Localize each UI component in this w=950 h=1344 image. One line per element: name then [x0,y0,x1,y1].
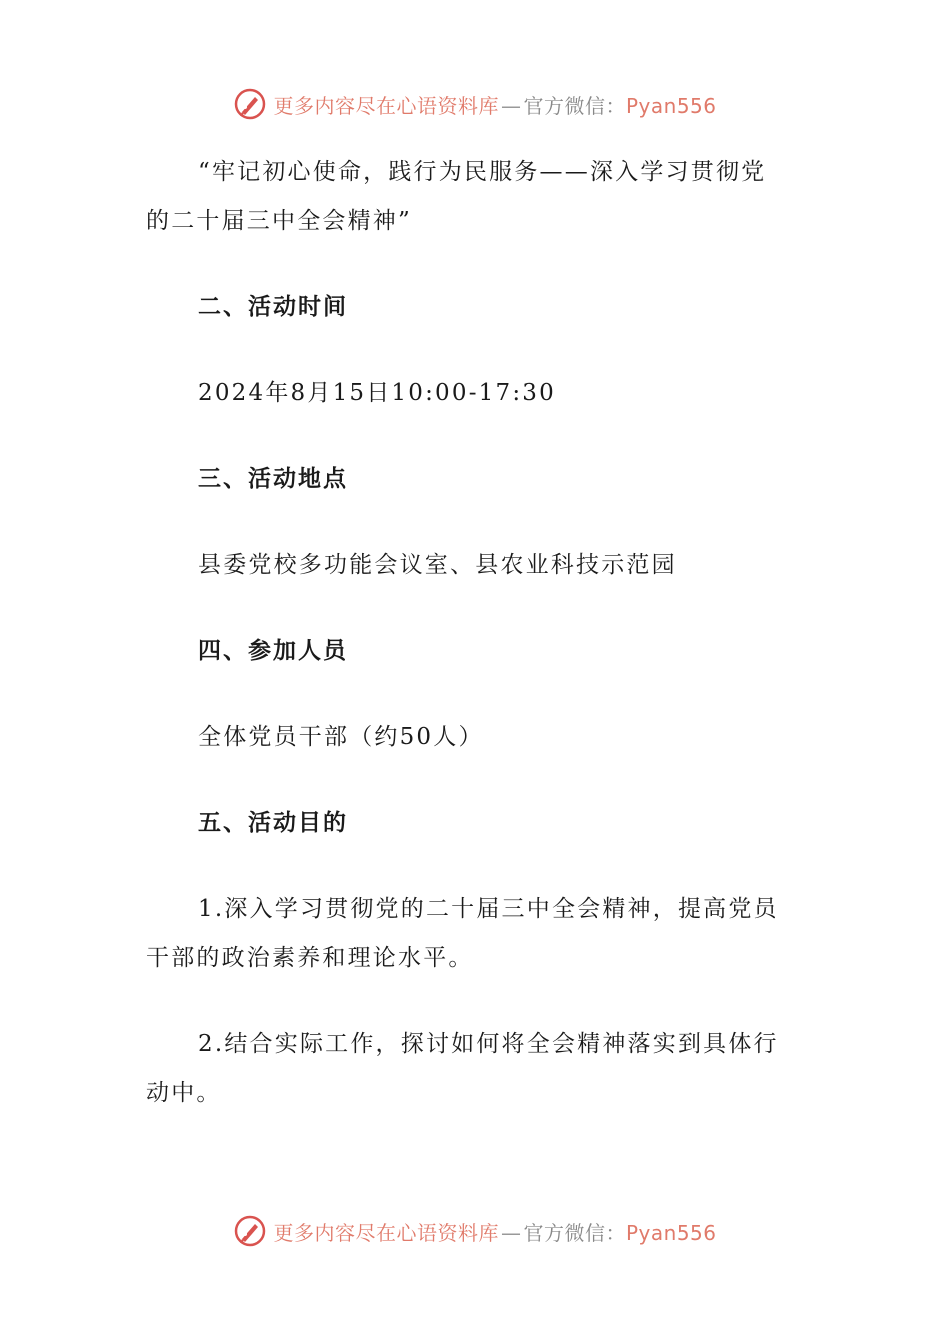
watermark-separator: — [500,93,522,118]
section-body-participants: 全体党员干部（约50人） [198,724,484,750]
pen-logo-icon [233,87,267,121]
footer-watermark [0,1211,950,1251]
watermark-id: Pyan556 [625,93,717,118]
section-heading-time: 二、活动时间 [198,294,348,320]
section-body-time: 2024年8月15日10:00-17:30 [198,380,556,406]
pen-logo-icon [233,1214,267,1248]
watermark-prefix: 更多内容尽在心语资料库 [273,1220,499,1245]
watermark-id: Pyan556 [625,1220,717,1245]
purpose-item-1: 1.深入学习贯彻党的二十届三中全会精神，提高党员干部的政治素养和理论水平。 [146,896,779,971]
watermark-label: 官方微信： [523,1220,626,1245]
watermark-label: 官方微信： [523,93,626,118]
section-body-place: 县委党校多功能会议室、县农业科技示范园 [198,552,677,578]
watermark-prefix: 更多内容尽在心语资料库 [273,93,499,118]
section-heading-purpose: 五、活动目的 [198,810,348,836]
document-body [146,148,786,1118]
header-watermark [0,84,950,124]
purpose-item-2: 2.结合实际工作，探讨如何将全会精神落实到具体行动中。 [146,1031,779,1106]
watermark-separator: — [500,1220,522,1245]
section-heading-participants: 四、参加人员 [198,638,348,664]
section-heading-place: 三、活动地点 [198,466,348,492]
theme-paragraph: “牢记初心使命，践行为民服务——深入学习贯彻党的二十届三中全会精神” [146,159,767,234]
